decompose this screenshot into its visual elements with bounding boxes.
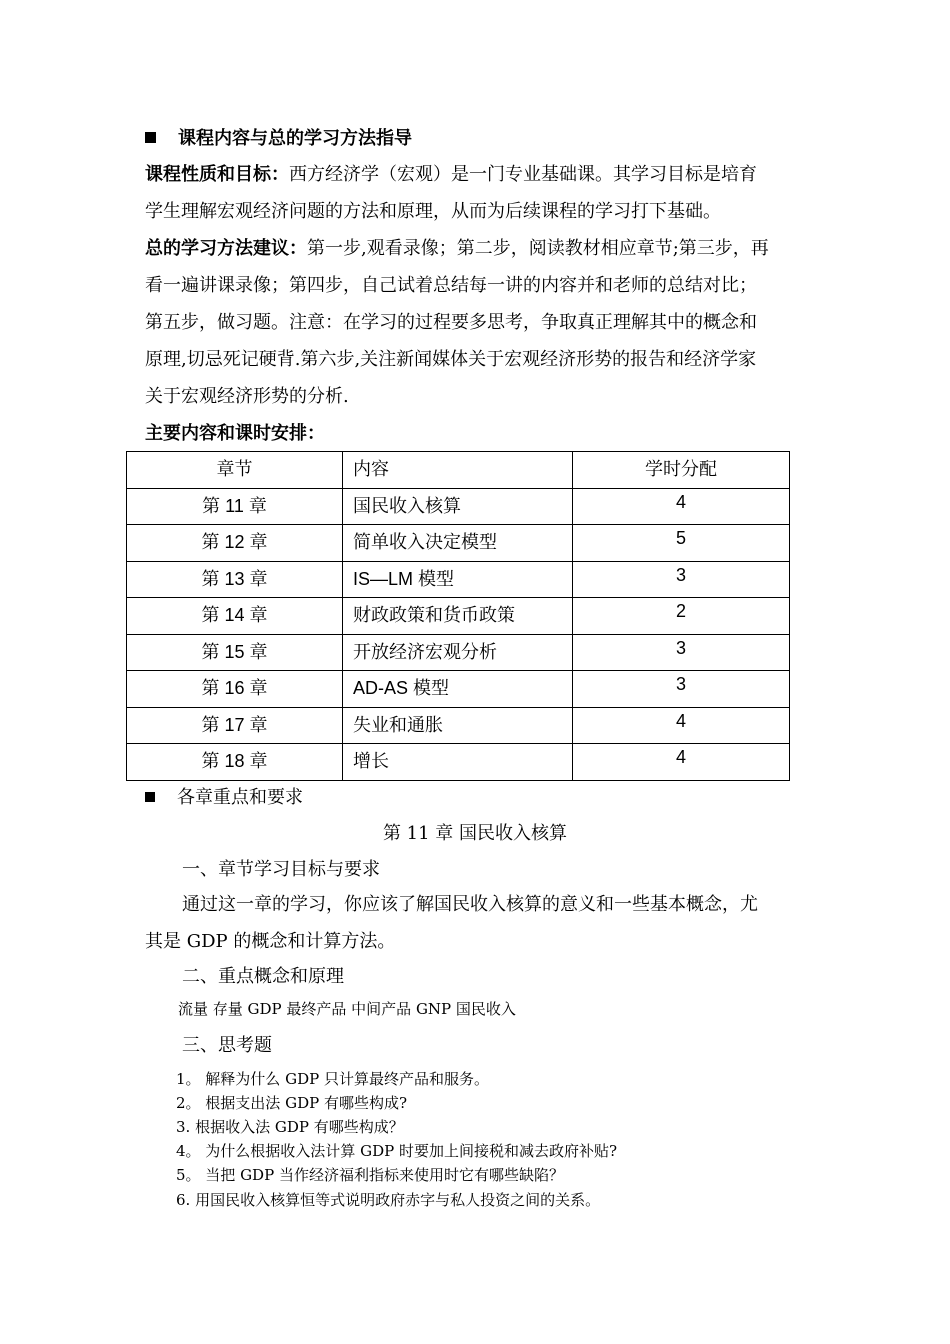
section-heading-chapters: 各章重点和要求 — [145, 783, 303, 809]
paragraph-study-method-line5: 关于宏观经济形势的分析. — [145, 386, 349, 407]
paragraph-study-method-line4: 原理,切忌死记硬背.第六步,关注新闻媒体关于宏观经济形势的报告和经济学家 — [145, 349, 757, 370]
question-item: 5。 当把 GDP 当作经济福利指标来使用时它有哪些缺陷？ — [176, 1166, 564, 1184]
cell-chapter: 第 15 章 — [201, 641, 268, 662]
paragraph-study-method: 总的学习方法建议：第一步,观看录像；第二步，阅读教材相应章节;第三步，再 — [145, 238, 769, 259]
paragraph-course-nature: 课程性质和目标：西方经济学（宏观）是一门专业基础课。其学习目标是培育 — [145, 164, 757, 185]
table-row — [127, 707, 790, 744]
cell-hours: 3 — [675, 637, 686, 658]
cell-content: 财政政策和货币政策 — [353, 605, 515, 626]
table-row — [127, 598, 790, 635]
paragraph-study-method-line3: 第五步，做习题。注意：在学习的过程要多思考，争取真正理解其中的概念和 — [145, 312, 757, 333]
question-item: 2。 根据支出法 GDP 有哪些构成? — [176, 1094, 407, 1112]
cell-chapter: 第 13 章 — [201, 568, 268, 589]
cell-hours: 4 — [675, 747, 686, 767]
label-schedule: 主要内容和课时安排： — [145, 423, 325, 444]
cell-chapter: 第 16 章 — [201, 678, 268, 698]
paragraph-goals-cont: 其是 GDP 的概念和计算方法。 — [145, 931, 396, 952]
bullet-square-icon — [145, 792, 155, 802]
table-row — [127, 561, 790, 598]
paragraph-course-nature-cont: 学生理解宏观经济问题的方法和原理，从而为后续课程的学习打下基础。 — [145, 201, 721, 222]
cell-content: 增长 — [353, 751, 389, 772]
header-content: 内容 — [353, 459, 389, 480]
subheading-questions: 三、思考题 — [182, 1035, 272, 1056]
cell-hours: 2 — [675, 601, 686, 621]
cell-chapter: 第 11 章 — [202, 495, 267, 516]
cell-hours: 3 — [675, 674, 686, 694]
question-item: 6. 用国民收入核算恒等式说明政府赤字与私人投资之间的关系。 — [176, 1191, 601, 1209]
table-header-row — [127, 452, 790, 489]
cell-content: AD-AS 模型 — [353, 678, 450, 698]
cell-chapter: 第 12 章 — [201, 532, 268, 552]
concepts-list: 流量 存量 GDP 最终产品 中间产品 GNP 国民收入 — [178, 1000, 516, 1018]
cell-content: 开放经济宏观分析 — [353, 641, 497, 663]
question-item: 1。 解释为什么 GDP 只计算最终产品和服务。 — [176, 1070, 489, 1088]
cell-hours: 4 — [675, 491, 686, 512]
cell-content: 简单收入决定模型 — [353, 532, 497, 553]
paragraph-study-method-line2: 看一遍讲课录像；第四步，自己试着总结每一讲的内容并和老师的总结对比； — [145, 275, 757, 296]
cell-hours: 3 — [675, 564, 686, 585]
cell-content: 失业和通胀 — [353, 714, 443, 736]
header-hours: 学时分配 — [645, 459, 717, 480]
bullet-square-icon — [145, 132, 156, 143]
question-item: 3. 根据收入法 GDP 有哪些构成？ — [176, 1118, 404, 1136]
table-row — [127, 525, 790, 562]
cell-chapter: 第 18 章 — [201, 751, 268, 771]
subheading-goals: 一、章节学习目标与要求 — [182, 859, 380, 880]
cell-content: IS—LM 模型 — [353, 568, 455, 589]
cell-chapter: 第 14 章 — [201, 605, 268, 625]
cell-hours: 4 — [675, 710, 686, 731]
table-row — [127, 634, 790, 671]
cell-content: 国民收入核算 — [353, 495, 461, 517]
header-chapter: 章节 — [216, 459, 253, 480]
subheading-concepts: 二、重点概念和原理 — [182, 966, 344, 987]
paragraph-goals: 通过这一章的学习，你应该了解国民收入核算的意义和一些基本概念，尤 — [182, 894, 758, 915]
label-course-nature: 课程性质和目标： — [145, 164, 289, 185]
table-row — [127, 488, 790, 525]
cell-chapter: 第 17 章 — [201, 714, 268, 735]
section-heading-course: 课程内容与总的学习方法指导 — [145, 124, 412, 150]
schedule-table — [126, 451, 790, 781]
question-item: 4。 为什么根据收入法计算 GDP 时要加上间接税和减去政府补贴? — [176, 1142, 617, 1160]
cell-hours: 5 — [675, 528, 686, 548]
table-row — [127, 744, 790, 781]
chapter-title: 第 11 章 国民收入核算 — [382, 823, 568, 844]
table-row — [127, 671, 790, 708]
label-study-method: 总的学习方法建议： — [145, 238, 307, 259]
